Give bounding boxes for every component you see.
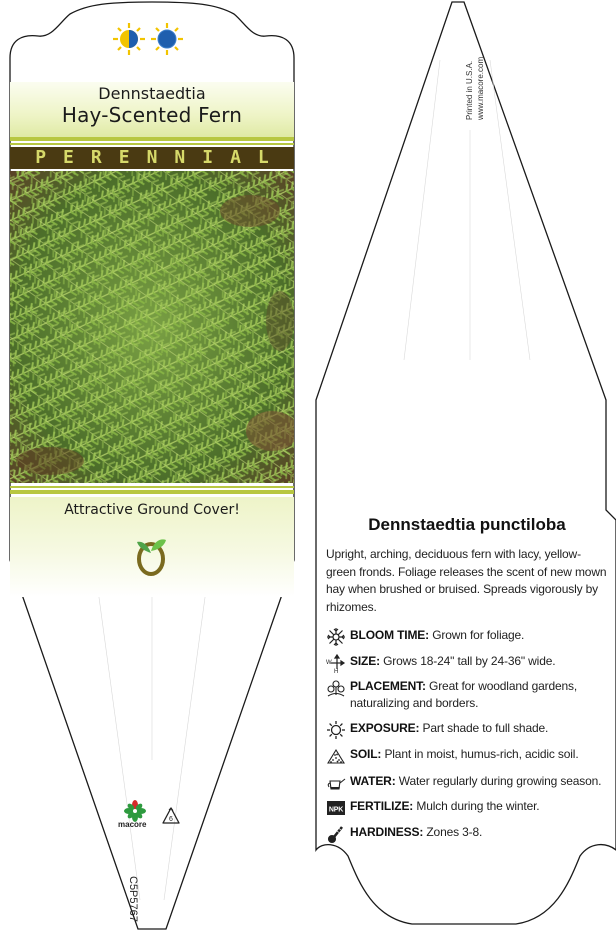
care-label: SIZE: <box>350 654 380 668</box>
thermometer-icon <box>326 824 346 844</box>
accent-stripe-thin <box>10 143 294 145</box>
printed-in-label: Printed in U.S.A. <box>465 60 474 120</box>
care-text: Grows 18-24" tall by 24-36" wide. <box>383 654 556 668</box>
care-row-fertilize <box>326 798 611 815</box>
care-text: Part shade to full shade. <box>422 721 549 735</box>
care-label: SOIL: <box>350 747 382 761</box>
lower-accent-stripe-thin <box>10 486 294 488</box>
care-row-soil <box>326 746 611 763</box>
care-label: HARDINESS: <box>350 825 424 839</box>
care-text: Mulch during the winter. <box>416 799 540 813</box>
accent-stripe <box>10 137 294 141</box>
care-row-exposure <box>326 720 611 737</box>
recycle-icon <box>160 806 182 828</box>
care-row-bloom-time <box>326 627 611 644</box>
care-text: Grown for foliage. <box>432 628 525 642</box>
care-row-water <box>326 773 611 790</box>
plant-type-label: PERENNIAL <box>35 147 286 168</box>
care-label: WATER: <box>350 774 396 788</box>
care-text: Plant in moist, humus-rich, acidic soil. <box>384 747 579 761</box>
full-shade-icon <box>151 23 183 55</box>
size-height-letter: H <box>334 669 339 673</box>
care-label: EXPOSURE: <box>350 721 420 735</box>
product-code: C5P5767 <box>127 876 139 922</box>
care-row-hardiness <box>326 824 611 841</box>
fern-photo <box>10 171 294 483</box>
care-row-placement <box>326 678 611 712</box>
care-text: Great for woodland gardens, naturalizing and borders. <box>350 679 578 710</box>
website-label: www.macore.com <box>476 56 485 120</box>
plant-description: Upright, arching, deciduous fern with lacy, yellow-green fronds. Foliage releases the scent of new mown hay when brushed or bruised. Spreads vigorously by rhizomes. <box>326 547 607 614</box>
printed-info <box>464 57 486 120</box>
snowflake-flower-icon <box>326 627 346 647</box>
size-icon <box>326 653 346 673</box>
brand-name: macore <box>118 820 147 829</box>
part-shade-icon <box>113 23 145 55</box>
care-label: FERTILIZE: <box>350 799 414 813</box>
care-text: Zones 3-8. <box>426 825 483 839</box>
lower-accent-stripe <box>10 490 294 494</box>
recycle-code: 6 <box>169 816 173 823</box>
watering-can-icon <box>326 773 346 793</box>
common-name: Hay-Scented Fern <box>61 103 243 127</box>
size-width-letter: W <box>326 660 332 666</box>
placement-icon <box>326 678 346 698</box>
care-text: Water regularly during growing season. <box>398 774 602 788</box>
npk-fertilizer-icon <box>326 798 346 818</box>
light-requirement-icons <box>112 22 192 56</box>
soil-icon <box>326 746 346 766</box>
tagline: Attractive Ground Cover! <box>64 502 240 518</box>
npk-label: NPK <box>328 806 344 814</box>
care-label: PLACEMENT: <box>350 679 426 693</box>
exposure-sun-icon <box>326 720 346 740</box>
care-label: BLOOM TIME: <box>350 628 430 642</box>
botanical-name: Dennstaedtia punctiloba <box>368 515 566 534</box>
genus-name: Dennstaedtia <box>98 84 206 103</box>
care-row-size <box>326 653 611 673</box>
seedling-icon <box>131 533 171 577</box>
